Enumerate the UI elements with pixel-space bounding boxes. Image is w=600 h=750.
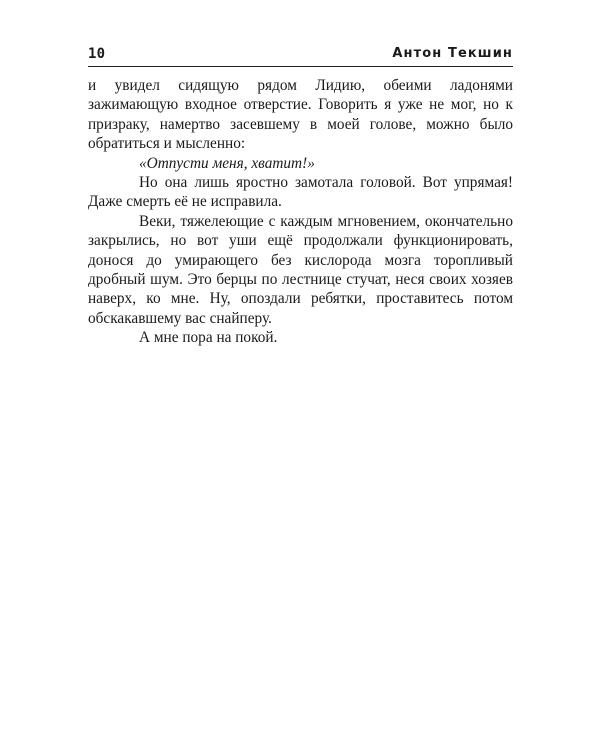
paragraph: Но она лишь яростно замотала головой. Вот упрямая! Даже смерть её не исправила. [88, 174, 513, 211]
paragraph-quote: «Отпусти меня, хватит!» [139, 154, 315, 172]
running-header [88, 44, 513, 67]
page-text [88, 76, 513, 348]
paragraph-continued: и увидел сидящую рядом Лидию, обеими ладонями зажимающую входное отверстие. Говорить я уже не мог, но к призраку, намертво засевшему в моей голове, можно было обратиться и мысленно: [88, 77, 513, 153]
page-number: 10 [88, 46, 106, 62]
paragraph: А мне пора на покой. [139, 329, 278, 347]
running-author: Антон Текшин [392, 46, 513, 61]
paragraph: Веки, тяжелеющие с каждым мгновением, окончательно закрылись, но вот уши ещё продолжали функционировать, донося до умирающего без кислорода мозга торопливый дробный шум. Это берцы по лестнице стучат, неся своих хозяев наверх, ко мне. Ну, опоздали ребятки, проставитесь потом обскакавшему вас снайперу. [88, 212, 513, 327]
